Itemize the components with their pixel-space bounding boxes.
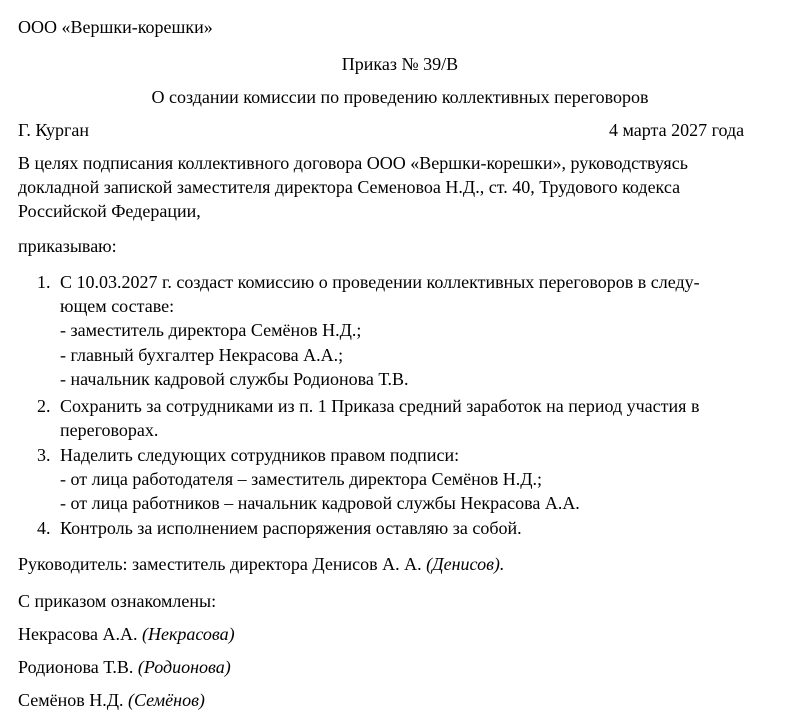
item-3-signatory-1: - от лица работодателя – заместитель директора Семёнов Н.Д.; xyxy=(60,469,543,489)
acquainted-row xyxy=(18,656,231,679)
item-4-number: 4. xyxy=(37,518,51,538)
order-subject: О создании комиссии по проведению коллективных переговоров xyxy=(151,87,649,107)
acquainted-name: Родионова Т.В. xyxy=(18,657,134,677)
acquainted-name: Семёнов Н.Д. xyxy=(18,690,124,710)
organization-name: ООО «Вершки-корешки» xyxy=(18,17,213,37)
item-3-number: 3. xyxy=(37,445,51,465)
preamble-line-2: докладной запиской заместителя директора Семеновоа Н.Д., ст. 40, Трудового кодекса xyxy=(18,177,681,197)
head-signature: (Денисов). xyxy=(426,554,505,574)
preamble-line-3: Российской Федерации, xyxy=(18,201,201,221)
acquainted-label: С приказом ознакомлены: xyxy=(18,591,217,611)
acquainted-row xyxy=(18,689,205,712)
item-3-line-1: Наделить следующих сотрудников правом подписи: xyxy=(60,445,460,465)
acquainted-signature: (Некрасова) xyxy=(141,624,235,644)
acquainted-signature: (Семёнов) xyxy=(128,690,205,710)
order-word: приказываю: xyxy=(18,236,117,256)
item-2-line-2: переговорах. xyxy=(60,420,159,440)
item-1-line-2: ющем составе: xyxy=(60,296,175,316)
order-date: 4 марта 2027 года xyxy=(609,120,745,140)
item-1-number: 1. xyxy=(37,272,51,292)
acquainted-signature: (Родионова) xyxy=(137,657,231,677)
preamble-line-1: В целях подписания коллективного договора ООО «Вершки-корешки», руководствуясь xyxy=(18,153,688,173)
order-title: Приказ № 39/В xyxy=(341,54,459,74)
acquainted-name: Некрасова А.А. xyxy=(18,624,138,644)
item-1-member-2: - главный бухгалтер Некрасова А.А.; xyxy=(60,345,344,365)
head-label: Руководитель: заместитель директора Денисов А. А. xyxy=(18,554,422,574)
item-1-member-1: - заместитель директора Семёнов Н.Д.; xyxy=(60,320,362,340)
item-1-member-3: - начальник кадровой службы Родионова Т.В. xyxy=(60,369,409,389)
item-2-line-1: Сохранить за сотрудниками из п. 1 Приказа средний заработок на период участия в xyxy=(60,396,700,416)
item-2-number: 2. xyxy=(37,396,51,416)
item-3-signatory-2: - от лица работников – начальник кадровой службы Некрасова А.А. xyxy=(60,493,580,513)
head-signature-line xyxy=(18,553,504,576)
acquainted-row xyxy=(18,623,235,646)
item-1-line-1: С 10.03.2027 г. создаст комиссию о проведении коллективных переговоров в следу- xyxy=(60,272,700,292)
item-4-line-1: Контроль за исполнением распоряжения оставляю за собой. xyxy=(60,518,522,538)
order-city: Г. Курган xyxy=(18,120,90,140)
